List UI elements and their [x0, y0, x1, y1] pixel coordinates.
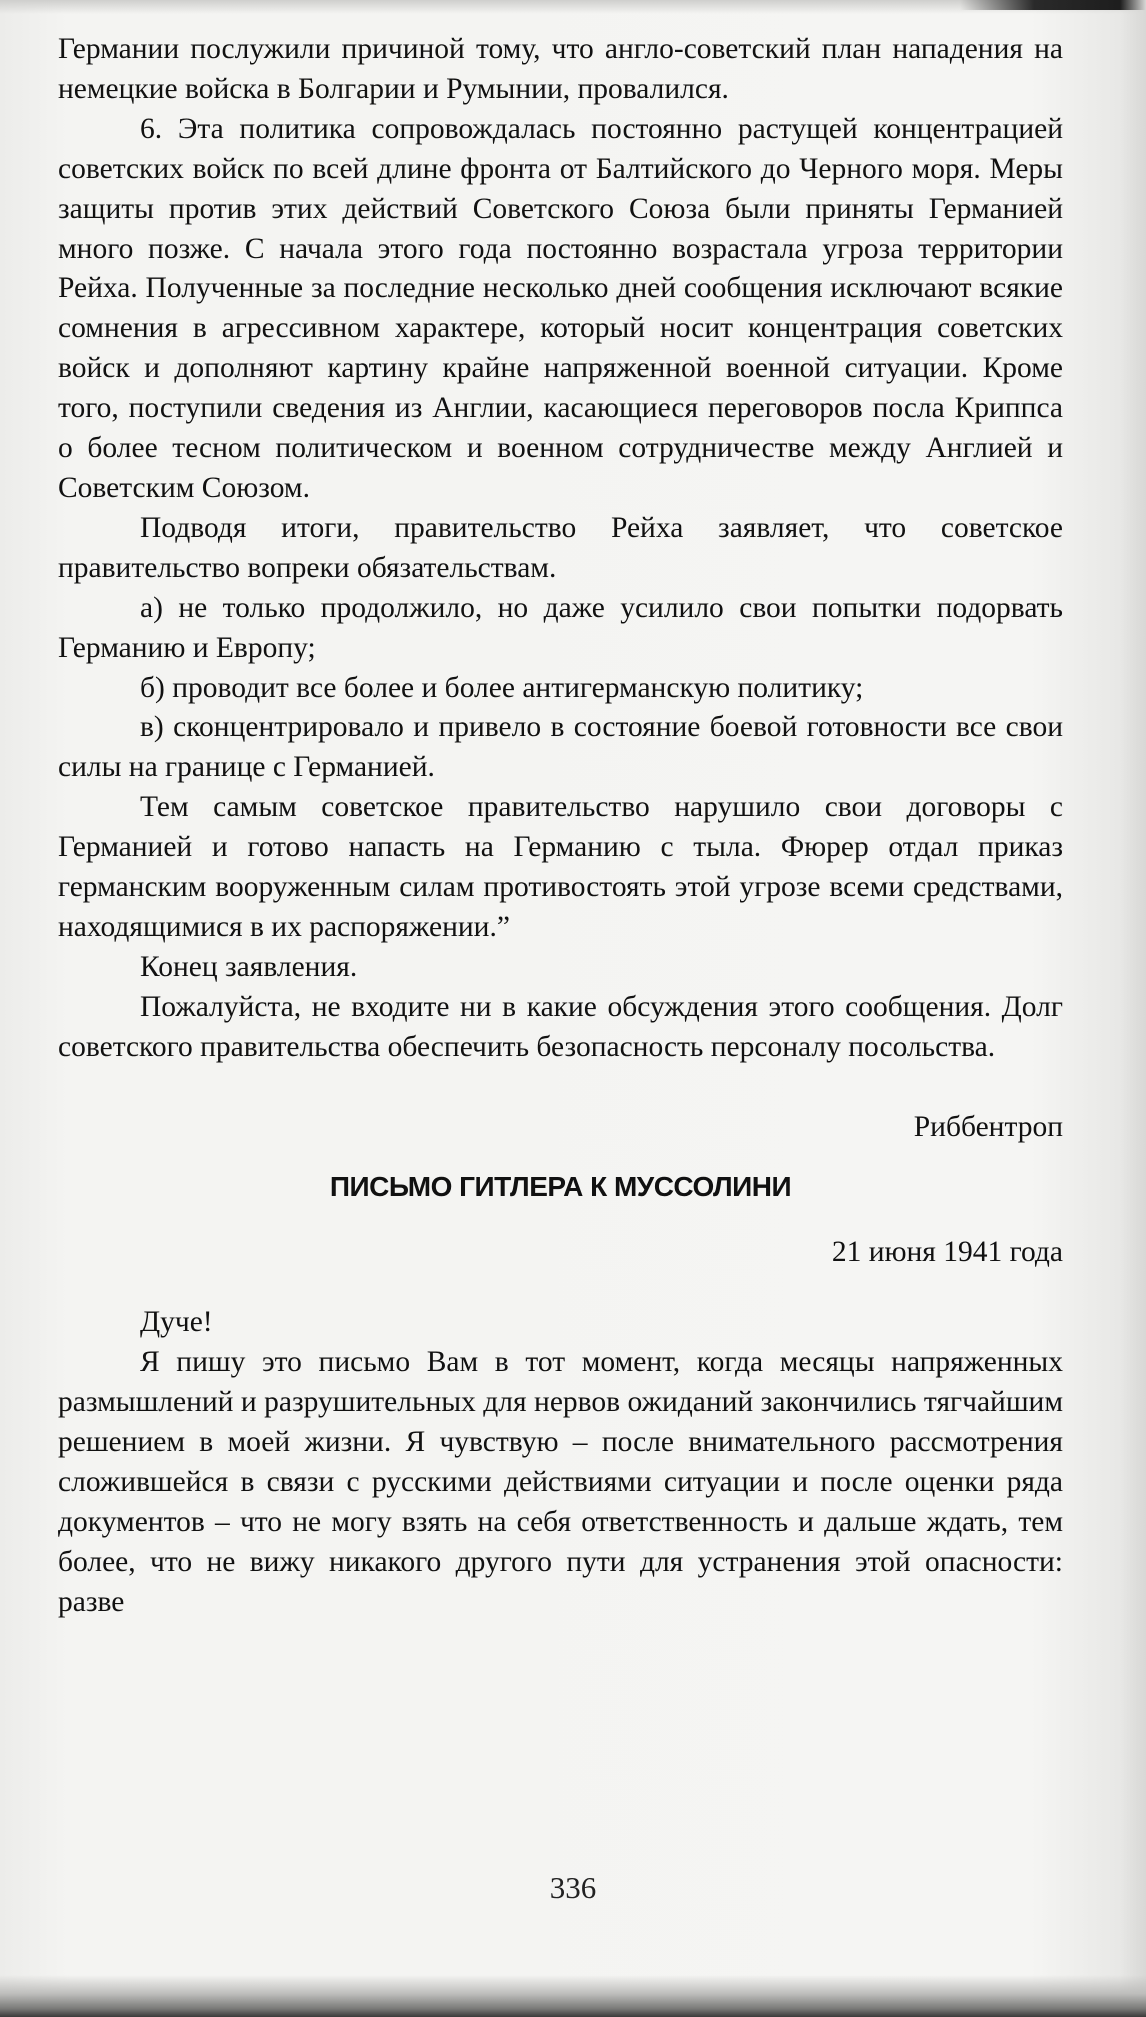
paragraph-continuation: Германии послужили причиной тому, что англо-советский план нападения на немецкие войска в Болгарии и Румынии, провалился. — [58, 33, 1063, 105]
list-item-b: б) проводит все более и более антигерманскую политику; — [140, 671, 864, 704]
list-item-c: в) сконцентрировало и привело в состояние боевой готовности все свои силы на границе с Германией. — [58, 711, 1063, 784]
letter-date: 21 июня 1941 года — [831, 1236, 1063, 1269]
signature: Риббентроп — [913, 1110, 1063, 1143]
letter-salutation: Дуче! — [140, 1306, 213, 1339]
letter-paragraph: Я пишу это письмо Вам в тот момент, когда месяцы напряженных размышлений и разрушительных для нервов ожиданий закончились тягчайшим решением в моей жизни. Я чувствую – после внимательного рассмотрения сложившейся в связи с русскими действиями ситуации и после оценки ряда документов – что не могу взять на себя ответственность и дальше ждать, тем более, что не вижу никакого другого пути для устранения этой опасности: разве — [58, 1346, 1063, 1618]
list-item-a: а) не только продолжило, но даже усилило свои попытки подорвать Германию и Европу; — [58, 591, 1063, 664]
page-bottom-edge — [0, 1975, 1146, 2017]
page-number: 336 — [549, 1870, 597, 1905]
scan-corner-shadow — [960, 0, 1146, 10]
paragraph-end-statement: Конец заявления. — [140, 950, 358, 983]
page-right-edge — [1120, 0, 1146, 2017]
paragraph-conclusion: Тем самым советское правительство нарушило свои договоры с Германией и готово напасть на Германию с тыла. Фюрер отдал приказ германским вооруженным силам противостоять этой угрозе всеми средствами, находящимися в их распоряжении.” — [58, 791, 1063, 943]
paragraph-request: Пожалуйста, не входите ни в какие обсуждения этого сообщения. Долг советского правительства обеспечить безопасность персоналу посольства. — [58, 990, 1063, 1063]
paragraph-summary: Подводя итоги, правительство Рейха заявляет, что советское правительство вопреки обязательствам. — [58, 511, 1063, 584]
paragraph-point-6: 6. Эта политика сопровождалась постоянно растущей концентрацией советских войск по всей длине фронта от Балтийского до Черного моря. Меры защиты против этих действий Советского Союза были приняты Германией много позже. С начала этого года постоянно возрастала угроза территории Рейха. Полученные за последние несколько дней сообщения исключают всякие сомнения в агрессивном характере, который носит концентрация советских войск и дополняют картину крайне напряженной военной ситуации. Кроме того, поступили сведения из Англии, касающиеся переговоров посла Криппса о более тесном политическом и военном сотрудничестве между Англией и Советским Союзом. — [58, 112, 1063, 504]
section-title: ПИСЬМО ГИТЛЕРА К МУССОЛИНИ — [329, 1171, 792, 1203]
page-text — [58, 30, 1063, 1623]
